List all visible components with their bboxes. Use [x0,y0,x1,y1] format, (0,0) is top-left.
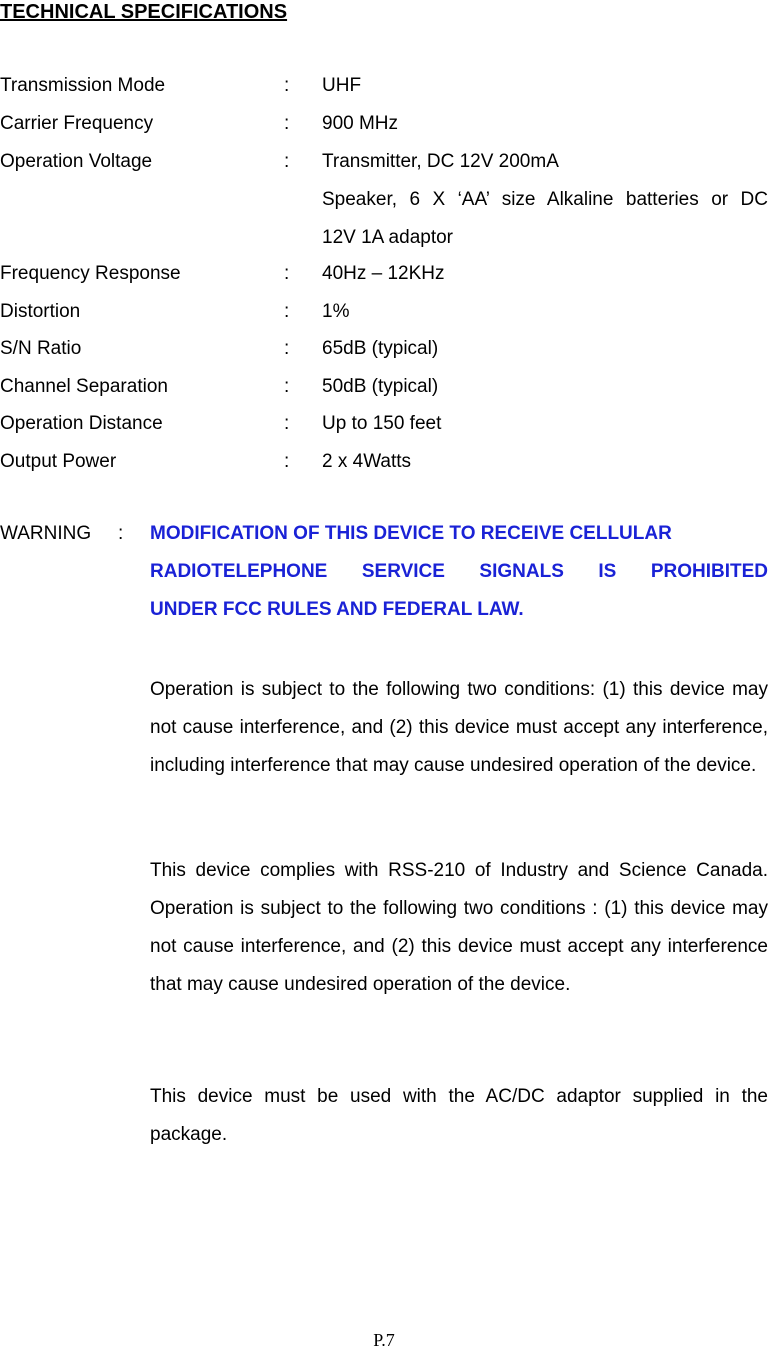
spec-value: 40Hz – 12KHz [322,263,445,284]
warning-line: UNDER FCC RULES AND FEDERAL LAW. [150,599,524,620]
spec-label: Output Power [0,451,117,472]
spec-colon: : [284,413,290,434]
spec-label: S/N Ratio [0,338,82,359]
spec-label: Transmission Mode [0,75,166,96]
spec-value: UHF [322,75,362,96]
spec-label: Frequency Response [0,263,181,284]
warning-text [150,522,768,636]
spec-value: Up to 150 feet [322,413,442,434]
warning-line: MODIFICATION OF THIS DEVICE TO RECEIVE CELLULAR [150,523,672,544]
spec-value: 900 MHz [322,113,399,134]
spec-colon: : [284,338,290,359]
spec-label: Operation Voltage [0,151,153,172]
spec-value: 50dB (typical) [322,376,439,397]
spec-label: Channel Separation [0,376,168,397]
spec-value-line: Transmitter, DC 12V 200mA [322,151,559,172]
spec-colon: : [284,113,290,134]
industry-canada-paragraph: This device complies with RSS-210 of Industry and Science Canada. Operation is subject to the following two conditions : (1) this device may not cause interference, and (2) this device must accept any interference that may cause undesired operation of the device. [150,860,768,995]
warning-line: RADIOTELEPHONE SERVICE SIGNALS IS PROHIBITED [150,561,768,582]
spec-label: Carrier Frequency [0,113,154,134]
spec-value-line: 12V 1A adaptor [322,227,453,248]
page-title: TECHNICAL SPECIFICATIONS [0,1,288,23]
spec-value [322,150,768,264]
spec-colon: : [284,75,290,96]
fcc-conditions-paragraph: Operation is subject to the following two conditions: (1) this device may not cause interference, and (2) this device must accept any interference, including interference that may cause undesired operation of the device. [150,679,768,776]
spec-colon: : [284,301,290,322]
adaptor-paragraph: This device must be used with the AC/DC adaptor supplied in the package. [150,1086,768,1145]
page-number: P.7 [373,1330,395,1350]
spec-colon: : [284,263,290,284]
warning-colon: : [118,523,124,544]
spec-label: Operation Distance [0,413,163,434]
spec-value: 65dB (typical) [322,338,439,359]
spec-colon: : [284,151,290,172]
spec-colon: : [284,376,290,397]
spec-value-line: Speaker, 6 X ‘AA’ size Alkaline batteries or DC [322,189,768,210]
spec-value: 1% [322,301,350,322]
spec-label: Distortion [0,301,81,322]
spec-value: 2 x 4Watts [322,451,412,472]
warning-label: WARNING [0,523,92,544]
spec-colon: : [284,451,290,472]
